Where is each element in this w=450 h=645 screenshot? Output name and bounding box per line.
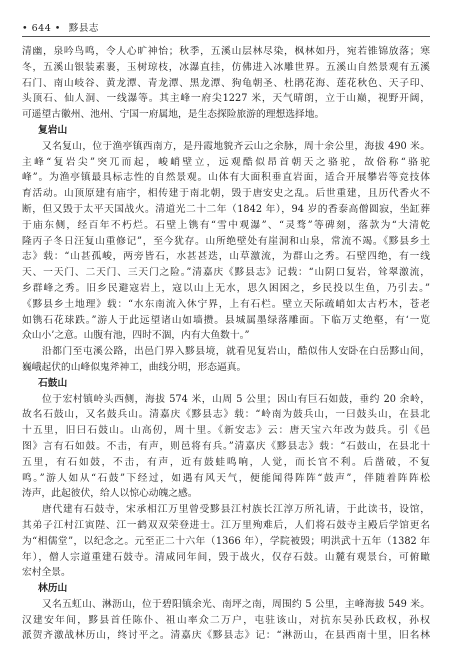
text-line: 宏村全景。	[22, 567, 71, 579]
text-line: 沿都门至屯溪公路，出邑门界入黟县境，就看见复岩山，酷似伟人安卧在白岳黟山间，	[42, 346, 430, 358]
text-line: 巍峨起伏的山峰似鬼斧神工，曲线分明，形态逼真。	[22, 361, 247, 373]
section-heading: 林历山	[38, 583, 68, 595]
page-body	[22, 44, 430, 644]
text-line: 十五里，旧曰石鼓山。山高仞，周十里。《新安志》云：唐天宝六年改为鼓兵。引《邑	[22, 425, 430, 437]
text-line: 五里，有石如鼓，不击，有声，近有鼓蛙鸣响，人觉，而长官不利。后凿破，不复	[22, 456, 430, 468]
text-line: 年），僧人宗道重建石鼓寺。清咸同年间，毁于战火，仅存石鼓。山麓有观景台，可俯瞰	[22, 551, 430, 563]
text-line: 位于宏村镇岭头西侧，海拔 574 米，山周 5 公里；因山有巨石如鼓，垂约 20 余岭，	[42, 393, 430, 405]
text-line: 唐代建有石鼓寺，宋承相江万里曾受黟县江村族长江淳万所礼请，于此读书，设馆，	[42, 504, 430, 516]
text-line: 可遥望古徽州、池州、宁国一府属地，是生态探险旅游的理想选择地。	[22, 109, 325, 121]
text-line: 众山小’之意。山腹有池，四时不涸，内有大鱼数十。”	[22, 330, 250, 342]
text-line: 于庙东侧，经百年不朽烂。石壁上镌有“雪中观瀑”、“灵骛”等碑刻，落款为“大清乾	[22, 219, 430, 231]
text-line: 如镌石花球跌。”游人于此远望诸山如墙攒。县城属墨绿落雕面。下临万丈绝壑，有‘一览	[22, 314, 430, 326]
section-linlishan	[22, 581, 430, 644]
text-line: 《黟县乡土地理》载：“水东南流入休宁界，上有石栏。壁立天际疏峭如太古朽木，苍老	[22, 298, 430, 310]
text-line: 峰”。为渔亭镇最具标志性的自然景观。山体有大面积垂直岩面，适合开展攀岩等竞技体	[22, 172, 430, 184]
text-line: 故名石鼓山，又名鼓兵山。清嘉庆《黟县志》载：“岭南为鼓兵山，一曰鼓头山，在县北	[22, 409, 430, 421]
text-line: 育活动。山顶原建有庙宇，相传建于南北朝，毁于唐安史之乱。后世重建，且历代香火不	[22, 188, 430, 200]
section-heading: 复岩山	[38, 124, 68, 136]
text-line: 为“相儒堂”，以纪念之。元至正二十六年（1366 年），学院被毁；明洪武十五年（1382 年	[22, 535, 430, 547]
running-header	[22, 20, 99, 34]
text-line: 其弟子江村江寅陛、江一鹤双双荣登进士。江万里殉难后，人们将石鼓寺主殿后学馆更名	[22, 519, 430, 531]
text-line: 乡群峰之秀。旧乡民避寇岩上，寇以山上无水，思久困困之，乡民投以生鱼，乃引去。”	[22, 282, 430, 294]
text-line: 志》载：“山甚孤峻，两旁皆石，水甚甚迭，山草激流，为群山之秀。石壁四绝，有一线	[22, 251, 430, 263]
text-line: 石门、南山岐谷、黄龙潭、青龙潭、黑龙潭、狗龟朝圣、杜鹃花海、莲花秋色、天子印、	[22, 77, 430, 89]
section-heading: 石鼓山	[38, 377, 68, 389]
text-line: 冬，五溪山银装素裹，玉树琼枝，冰瀑直挂，仿佛进入冰雕世界。五溪山自然景观有五溪	[22, 61, 430, 73]
intro-paragraph	[22, 44, 430, 123]
text-line: 天、一天门、二天门、三天门之险。”清嘉庆《黟县志》记载：“山阴口复岩，耸翠激流，	[22, 267, 430, 279]
header-rule	[22, 36, 430, 37]
section-shigushan	[22, 376, 430, 581]
section-fuyanshan	[22, 123, 430, 376]
text-line: 主峰“复岩尖”突兀而起，峻峭壁立，远观酷似昂首朝天之骆驼，故俗称“骆驼	[22, 156, 430, 168]
text-line: 派贺齐激战林历山，终讨平之。清嘉庆《黟县志》记：“淋沥山，在县西南十里，旧名林	[22, 630, 430, 642]
text-line: 头顶石、仙人洞、一线瀑等。其主峰一府尖1227 米，天气晴朗，立于山巅，视野开阔，	[22, 93, 430, 105]
text-line: 图》言有石如鼓。不击，有声，则邑将有兵。”清嘉庆《黟县志》载：“石鼓山，在县北十	[22, 440, 430, 452]
text-line: 清幽，泉吟鸟鸣，令人心旷神怡；秋季，五溪山层林尽染，枫林如丹，宛若锥锦放落；寒	[22, 46, 430, 57]
text-line: 鸣。”游人如从“石鼓”下经过，如遇有风天气，便能闻得阵阵“鼓声”，伴随着阵阵松	[22, 472, 430, 484]
text-line: 汉建安年间，黟县首任陈仆、祖山率众二万户，屯驻该山，对抗东吴孙氏政权，孙权	[22, 614, 430, 626]
text-line: 又名五虹山、淋沥山，位于碧阳镇余光、南坪之南，周围约 5 公里，主峰海拔 549 米。	[42, 598, 430, 610]
text-line: 涛声，此起彼伏，给人以惊心动魄之感。	[22, 488, 198, 500]
text-line: 又名复山，位于渔亭镇西南方，是丹霞地貌齐云山之余脉，周十余公里，海拔 490 米。	[42, 140, 430, 152]
text-line: 隆丙子冬日汪复山重修记”，至今犹存。山所绝壁处有崖洞和山泉，常流不竭。《黟县乡土	[22, 235, 430, 247]
page-number: • 644 •	[22, 23, 61, 34]
book-title: 黟县志	[68, 23, 99, 34]
text-line: 断，但又毁于太平天国战火。清道光二十二年（1842 年），94 岁的香泰高僧圆寂，坐缸葬	[22, 203, 430, 215]
